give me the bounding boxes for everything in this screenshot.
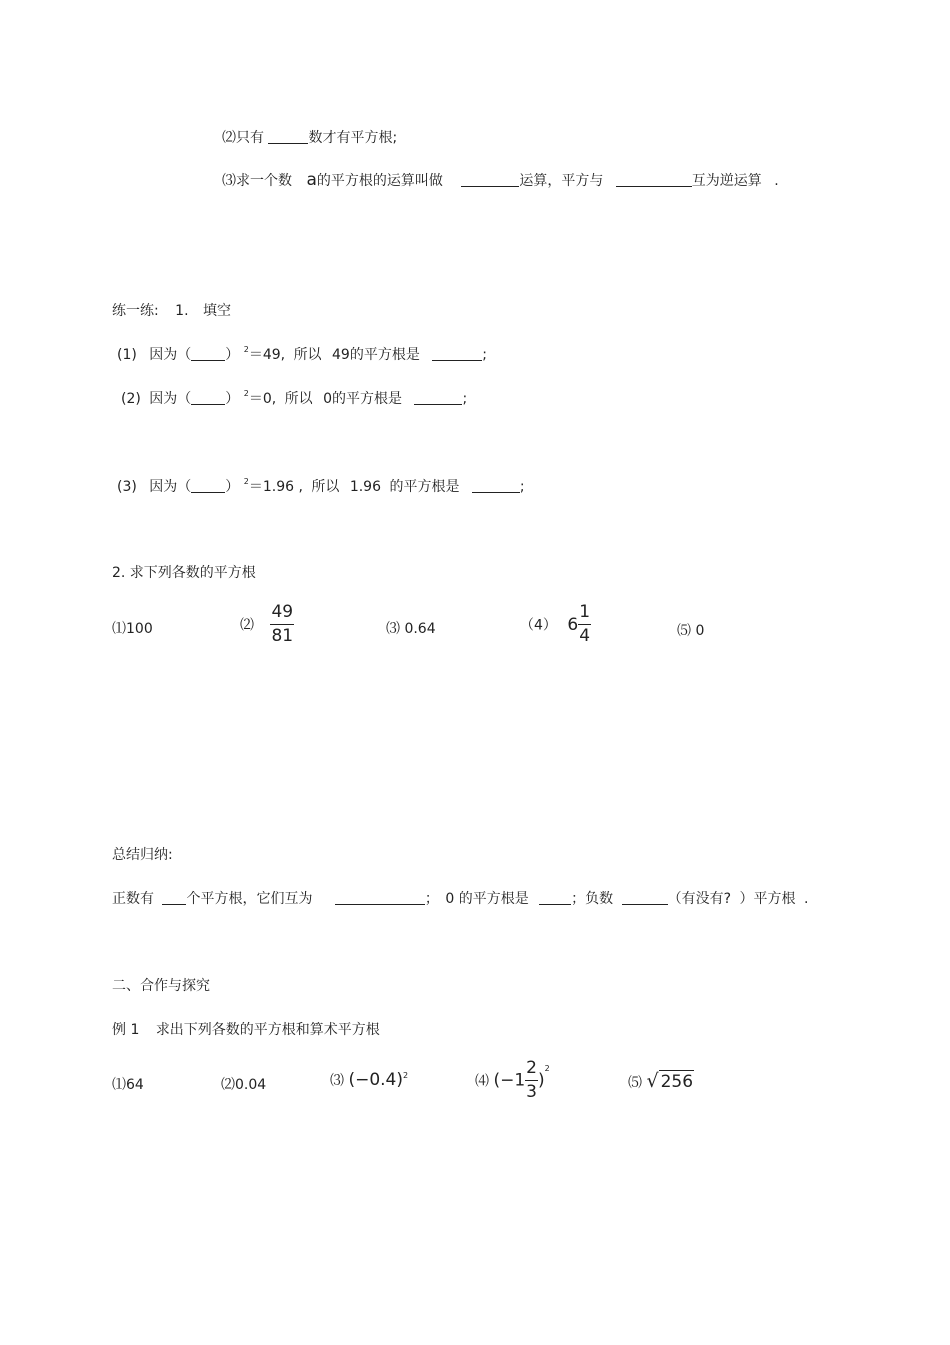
heading-text: 练一练: bbox=[112, 303, 159, 319]
period: . bbox=[803, 891, 809, 907]
example-item-2 bbox=[221, 1074, 266, 1094]
item-number: (1) bbox=[117, 347, 137, 363]
fraction-denominator: 81 bbox=[271, 626, 294, 646]
answer-blank[interactable] bbox=[622, 890, 668, 905]
question-text: 所以 bbox=[311, 479, 340, 495]
section-heading: 二、合作与探究 bbox=[112, 978, 210, 994]
fill-question-1 bbox=[117, 344, 487, 364]
statement-2 bbox=[222, 127, 397, 147]
question-text: 所以 bbox=[284, 391, 313, 407]
answer-blank[interactable] bbox=[461, 172, 519, 187]
question-text: 的平方根是 bbox=[332, 391, 403, 407]
item-value: 0.64 bbox=[404, 621, 436, 637]
summary-text: （有没有? bbox=[667, 891, 732, 907]
statement-text: 求一个数 bbox=[236, 173, 292, 189]
answer-blank[interactable] bbox=[616, 172, 692, 187]
item-number: ⑴ bbox=[112, 621, 126, 637]
item-number: 1. bbox=[175, 303, 189, 319]
mixed-whole: 6 bbox=[567, 614, 579, 635]
question-text: ） bbox=[225, 391, 240, 407]
radical-sign: √ bbox=[646, 1070, 659, 1092]
exercise-2-item-5 bbox=[677, 620, 704, 640]
fraction bbox=[578, 604, 591, 645]
summary-text: ；负数 bbox=[571, 891, 614, 907]
question-value: 1.96 bbox=[349, 479, 381, 495]
fill-question-2 bbox=[121, 388, 467, 408]
question-value: 0 bbox=[323, 391, 333, 407]
answer-blank[interactable] bbox=[191, 346, 225, 361]
semicolon: ; bbox=[482, 347, 488, 363]
question-text: 的平方根是 bbox=[389, 479, 460, 495]
answer-blank[interactable] bbox=[472, 478, 520, 493]
statement-text: 的平方根的运算叫做 bbox=[316, 173, 443, 189]
answer-blank[interactable] bbox=[414, 390, 462, 405]
question-text: ＝49, bbox=[248, 347, 286, 363]
item-value: 0.04 bbox=[235, 1077, 267, 1093]
question-text: 因为（ bbox=[149, 391, 192, 407]
question-text: ） bbox=[225, 479, 240, 495]
exercise-2-item-4 bbox=[520, 604, 591, 645]
statement-text: 互为逆运算 bbox=[691, 173, 762, 189]
item-value: 100 bbox=[126, 621, 153, 637]
example-item-1 bbox=[112, 1074, 144, 1094]
item-number: ⑷ bbox=[475, 1073, 489, 1090]
summary-text: 0 的平方根是 bbox=[445, 891, 529, 907]
question-text: 的平方根是 bbox=[349, 347, 420, 363]
answer-blank[interactable] bbox=[268, 129, 308, 144]
item-number: ⑵ bbox=[222, 130, 236, 146]
semicolon: ; bbox=[462, 391, 468, 407]
example-item-5 bbox=[628, 1070, 694, 1092]
item-number: ⑶ bbox=[330, 1073, 344, 1089]
exercise-2-item-3 bbox=[386, 618, 436, 638]
question-text: 因为（ bbox=[149, 479, 192, 495]
math-expression: ) bbox=[537, 1070, 545, 1091]
example-1 bbox=[112, 1019, 380, 1039]
item-number: ⑵ bbox=[240, 617, 254, 634]
question-text: 因为（ bbox=[149, 347, 192, 363]
summary-text: ）平方根 bbox=[739, 891, 796, 907]
summary-text: 正数有 bbox=[112, 891, 154, 907]
exponent: 2 bbox=[544, 1063, 550, 1073]
item-value: 64 bbox=[126, 1077, 144, 1093]
item-number: ⑶ bbox=[386, 621, 400, 637]
example-item-4 bbox=[475, 1060, 550, 1101]
variable: a bbox=[306, 170, 317, 190]
question-value: 49 bbox=[332, 347, 350, 363]
exponent: 2 bbox=[403, 1071, 409, 1080]
math-expression: (−1 bbox=[493, 1070, 526, 1091]
summary-text: ； bbox=[424, 891, 439, 907]
summary-heading: 总结归纳: bbox=[112, 847, 173, 863]
example-item-3 bbox=[330, 1070, 408, 1090]
semicolon: ; bbox=[519, 479, 525, 495]
question-text: ＝1.96 , bbox=[248, 479, 303, 495]
answer-blank[interactable] bbox=[191, 390, 225, 405]
item-number: ⑶ bbox=[222, 173, 236, 189]
answer-blank[interactable] bbox=[539, 890, 571, 905]
question-text: ＝0, bbox=[248, 391, 277, 407]
item-number: (3) bbox=[117, 479, 137, 495]
period: . bbox=[774, 173, 779, 189]
exponent: 2 bbox=[243, 389, 249, 398]
summary-line bbox=[112, 888, 808, 908]
question-text: 所以 bbox=[293, 347, 322, 363]
radicand: 256 bbox=[660, 1072, 694, 1092]
item-number: ⑵ bbox=[221, 1077, 235, 1093]
fill-question-3 bbox=[117, 476, 525, 496]
item-value: 0 bbox=[695, 623, 705, 639]
item-number: （4） bbox=[520, 617, 557, 634]
exercise-2-title: 2. 求下列各数的平方根 bbox=[112, 565, 256, 581]
answer-blank[interactable] bbox=[432, 346, 482, 361]
statement-text: 运算，平方与 bbox=[519, 173, 604, 189]
example-text: 求出下列各数的平方根和算术平方根 bbox=[155, 1022, 380, 1038]
summary-text: 个平方根，它们互为 bbox=[186, 891, 313, 907]
fraction bbox=[270, 604, 294, 645]
item-title: 填空 bbox=[202, 303, 231, 319]
question-text: ） bbox=[225, 347, 240, 363]
practice-heading bbox=[112, 300, 231, 320]
fraction-numerator: 1 bbox=[578, 604, 591, 625]
exponent: 2 bbox=[243, 477, 249, 486]
exercise-2-item-1 bbox=[112, 618, 153, 638]
statement-3 bbox=[222, 170, 779, 190]
answer-blank[interactable] bbox=[335, 890, 425, 905]
square-root bbox=[646, 1070, 694, 1092]
fraction-denominator: 3 bbox=[526, 1082, 537, 1102]
answer-blank[interactable] bbox=[191, 478, 225, 493]
statement-text: 只有 bbox=[236, 130, 264, 146]
item-number: (2) bbox=[121, 391, 141, 407]
math-expression: (−0.4) bbox=[348, 1070, 403, 1090]
statement-text: 数才有平方根; bbox=[308, 130, 398, 146]
example-label: 例 1 bbox=[112, 1022, 140, 1038]
fraction bbox=[525, 1060, 538, 1101]
exponent: 2 bbox=[243, 345, 249, 354]
item-number: ⑸ bbox=[677, 623, 691, 639]
answer-blank[interactable] bbox=[162, 890, 186, 905]
fraction-numerator: 49 bbox=[270, 604, 294, 625]
fraction-numerator: 2 bbox=[525, 1060, 538, 1081]
fraction-denominator: 4 bbox=[579, 626, 591, 646]
item-number: ⑸ bbox=[628, 1075, 642, 1091]
item-number: ⑴ bbox=[112, 1077, 126, 1093]
exercise-2-item-2 bbox=[240, 604, 294, 645]
